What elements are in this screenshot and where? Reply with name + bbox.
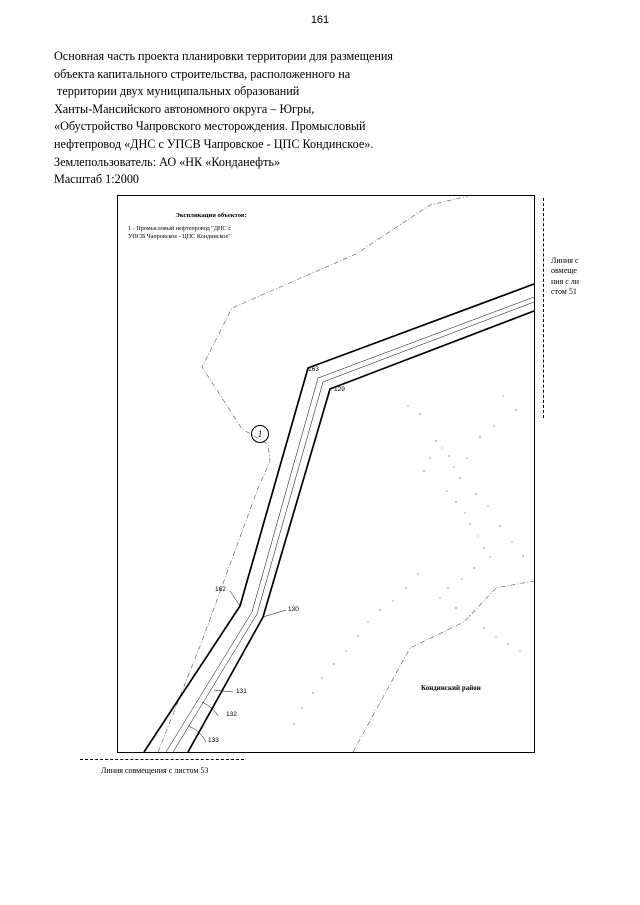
header-line: Ханты-Мансийского автономного округа – Югры, xyxy=(54,101,315,116)
legend-item-line: 1 - Промысловый нефтепровод "ДНС с xyxy=(128,225,231,232)
point-label-129: 129 xyxy=(334,386,345,393)
point-label-163: 163 xyxy=(308,366,319,373)
header-line: «Обустройство Чапровского месторождения. Промысловый xyxy=(54,119,366,134)
territory-boundary-outer xyxy=(158,196,468,752)
legend xyxy=(126,212,296,241)
document-header xyxy=(54,48,474,189)
terrain-dots xyxy=(293,396,523,725)
point-leader xyxy=(263,610,286,617)
point-leader xyxy=(188,726,206,742)
point-label-130: 130 xyxy=(288,606,299,613)
region-label: Кондинский район xyxy=(421,684,481,692)
point-leader xyxy=(230,591,240,606)
scale-line: Масштаб 1:2000 xyxy=(54,172,140,187)
legend-item-line: УПСВ Чапровское - ЦПС Кондинское" xyxy=(128,233,231,240)
header-line: территории двух муниципальных образований xyxy=(57,84,300,99)
point-label-162: 162 xyxy=(215,586,226,593)
header-line: нефтепровод «ДНС с УПСВ Чапровское - ЦПС Кондинское». xyxy=(54,136,374,151)
header-line: объекта капитального строительства, расположенного на xyxy=(54,66,351,81)
matchline-right xyxy=(543,198,544,418)
map-frame xyxy=(117,195,535,753)
map-drawing xyxy=(118,196,534,752)
page-number: 161 xyxy=(310,14,330,26)
header-line: Землепользователь: АО «НК «Конданефть» xyxy=(54,154,281,169)
legend-item xyxy=(126,225,296,241)
legend-title: Экспликация объектов: xyxy=(175,212,247,219)
point-leader xyxy=(214,690,233,692)
matchline-right-label: Линия совмещения с листом 51 xyxy=(551,256,580,297)
matchline-bottom-label: Линия совмещения с листом 53 xyxy=(101,766,209,775)
header-line: Основная часть проекта планировки территории для размещения xyxy=(54,49,394,63)
pipeline-corridor-right-edge xyxy=(188,311,534,752)
object-number-marker: 1 xyxy=(251,425,269,443)
matchline-bottom xyxy=(80,759,244,760)
pipeline-corridor-left-edge xyxy=(144,284,534,752)
territory-boundary-inner xyxy=(353,581,534,752)
point-label-132: 132 xyxy=(226,711,237,718)
point-label-131: 131 xyxy=(236,688,247,695)
point-label-133: 133 xyxy=(208,737,219,744)
